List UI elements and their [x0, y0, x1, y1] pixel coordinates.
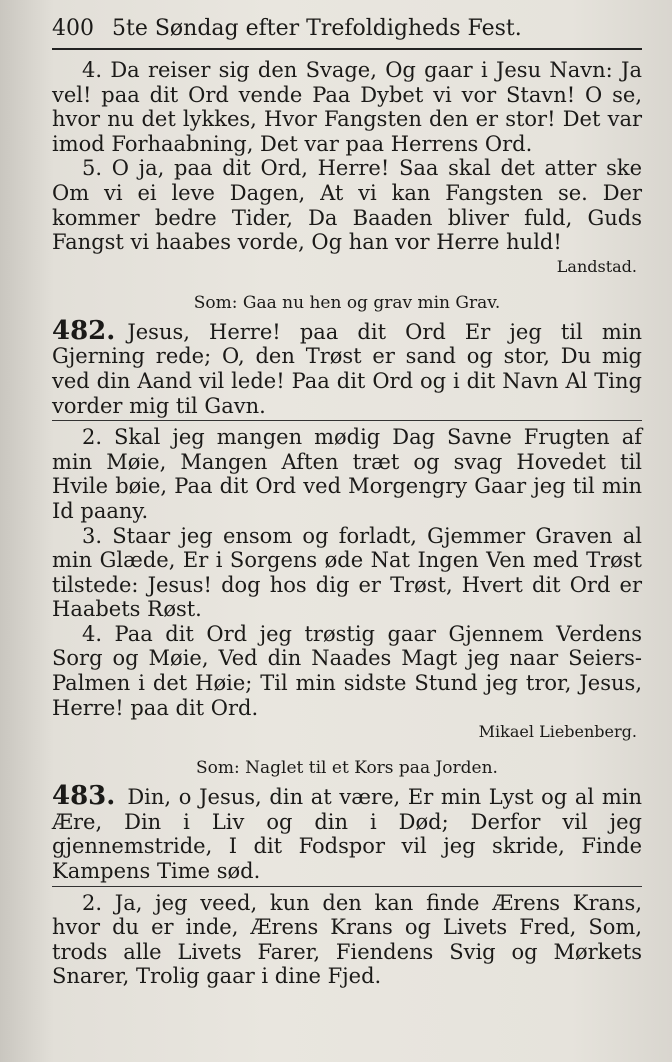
hymn-483-verse-1-text: Din, o Jesus, din at være, Er min Lyst og al min Ære, Din i Liv og din i Død; Derfor vil jeg gjennemstride, I dit Fodspor vil jeg skride, Finde Kampens Time sød.	[52, 785, 642, 884]
hymn-482-verse-1-text: Jesus, Herre! paa dit Ord Er jeg til min Gjerning rede; O, den Trøst er sand og stor, Du mig ved din Aand vil lede! Paa dit Ord og i dit Navn Al Ting vorder mig til Gavn.	[52, 319, 642, 418]
hymn-482-author: Mikael Liebenberg.	[478, 722, 637, 742]
hymn-482-verse-1	[52, 315, 642, 418]
prev-hymn-verse-4: 4. Da reiser sig den Svage, Og gaar i Jesu Navn: Ja vel! paa dit Ord vende Paa Dybet vi vor Stavn! O se, hvor nu det lykkes, Hvor Fangsten den er stor! Det var imod Forhaabning, Det var paa Herrens Ord.	[52, 58, 642, 156]
hymn-482-verse-3: 3. Staar jeg ensom og forladt, Gjemmer Graven al min Glæde, Er i Sorgens øde Nat Ingen Ven med Trøst tilstede: Jesus! dog hos dig er Trøst, Hvert dit Ord er Haabets Røst.	[52, 523, 642, 622]
verse-divider	[52, 420, 642, 421]
hymn-483-number: 483.	[52, 781, 116, 812]
page-number: 400	[52, 16, 94, 41]
running-title: 5te Søndag efter Trefoldigheds Fest.	[112, 16, 522, 41]
hymn-483-verse-1	[52, 781, 642, 884]
hymn-482-verse-2: 2. Skal jeg mangen mødig Dag Savne Frugten af min Møie, Mangen Aften træt og svag Hovedet til Hvile bøie, Paa dit Ord ved Morgengry Gaar jeg til min Id paany.	[52, 425, 642, 523]
hymn-482-number: 482.	[52, 315, 116, 346]
prev-hymn-author: Landstad.	[556, 256, 637, 276]
hymn-482-tune: Som: Gaa nu hen og grav min Grav.	[193, 292, 501, 313]
hymn-483-tune: Som: Naglet til et Kors paa Jorden.	[196, 758, 498, 779]
page-header	[52, 14, 642, 50]
verse-divider	[52, 886, 642, 887]
hymn-483-verse-2: 2. Ja, jeg veed, kun den kan finde Ærens Krans, hvor du er inde, Ærens Krans og Livets Fred, Som, trods alle Livets Farer, Fiendens Svig og Mørkets Snarer, Trolig gaar i dine Fjed.	[52, 890, 642, 989]
hymn-482-verse-4: 4. Paa dit Ord jeg trøstig gaar Gjennem Verdens Sorg og Møie, Ved din Naades Magt jeg naar Seiers-Palmen i det Høie; Til min sidste Stund jeg tror, Jesus, Herre! paa dit Ord.	[52, 621, 642, 720]
prev-hymn-verse-5: 5. O ja, paa dit Ord, Herre! Saa skal det atter ske Om vi ei leve Dagen, At vi kan Fangsten se. Der kommer bedre Tider, Da Baaden bliver fuld, Guds Fangst vi haabes vorde, Og han vor Herre huld!	[52, 156, 642, 255]
